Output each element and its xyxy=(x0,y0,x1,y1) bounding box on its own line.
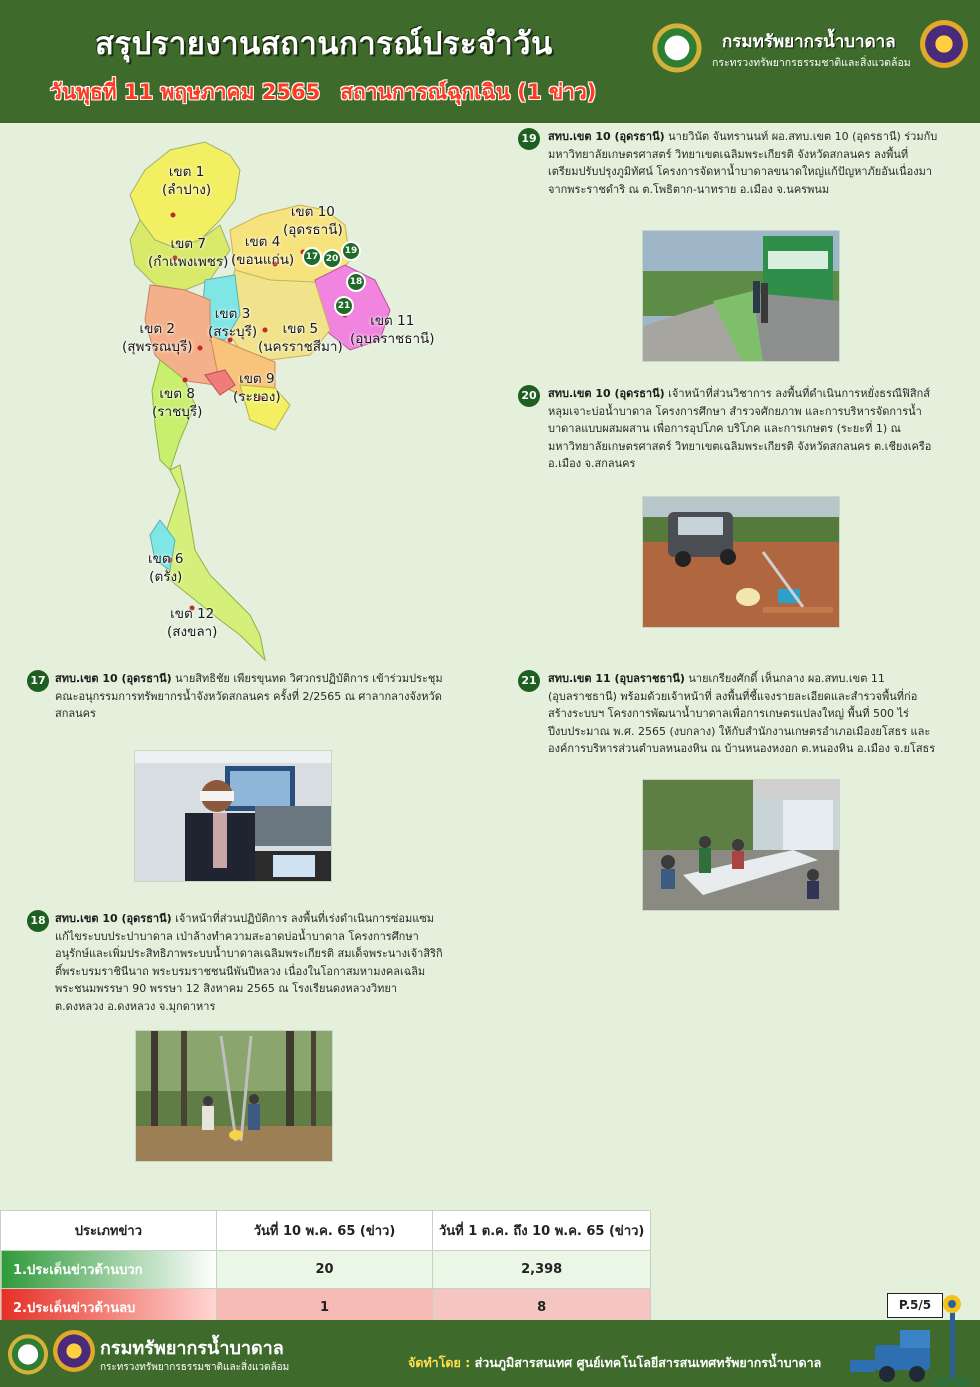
footer-org-name: กรมทรัพยากรน้ำบาดาล xyxy=(100,1338,284,1359)
zone-label-2: เขต 2 (สุพรรณบุรี) xyxy=(122,321,193,356)
zone-label-12: เขต 12 (สงขลา) xyxy=(167,606,218,641)
news-body: นายเกรียงศักดิ์ เห็นกลาง ผอ.สทบ.เขต 11 (อุบลราชธานี) พร้อมด้วยเจ้าหน้าที่ ลงพื้นที่ชี้แจงรายละเอียดและสำรวจพื้นที่ก่อสร้างระบบฯ โครงการพัฒนาน้ำบาดาลเพื่อการเกษตรแปลงใหญ่ พื้นที่ 500 ไร่ ปีงบประมาณ พ.ศ. 2565 (งบกลาง) ให้กับสำนักงานเกษตรอำเภอเมืองยโสธร และองค์การบริหารส่วนตำบลหนองหิน ณ บ้านหนองหงอก ต.หนองหิน อ.เมือง จ.ยโสธร xyxy=(548,672,936,755)
news-body: นายสิทธิชัย เพียรขุนทด วิศวกรปฏิบัติการ เข้าร่วมประชุมคณะอนุกรรมการทรัพยากรน้ำจังหวัดสกลนคร ครั้งที่ 2/2565 ณ ศาลากลางจังหวัดสกลนคร xyxy=(55,672,443,720)
news-head: สทบ.เขต 11 (อุบลราชธานี) xyxy=(548,672,685,685)
header-ministry: กระทรวงทรัพยากรธรรมชาติและสิ่งแวดล้อม xyxy=(712,57,911,69)
stats-negative-day: 1 xyxy=(216,1289,433,1327)
news-head: สทบ.เขต 10 (อุดรธานี) xyxy=(548,130,665,143)
zone-label-6: เขต 6 (ตรัง) xyxy=(148,551,184,586)
news-item-20 xyxy=(548,385,938,473)
zone-label-11: เขต 11 (อุบลราชธานี) xyxy=(350,313,435,348)
news-item-21 xyxy=(548,670,938,758)
map-marker-19: 19 xyxy=(341,241,361,261)
footer-ministry-emblem-icon xyxy=(53,1330,95,1372)
stats-col-type: ประเภทข่าว xyxy=(1,1211,217,1251)
map-marker-20: 20 xyxy=(322,249,342,269)
stats-col-total: วันที่ 1 ต.ค. ถึง 10 พ.ค. 65 (ข่าว) xyxy=(433,1211,651,1251)
report-date: วันพุธที่ 11 พฤษภาคม 2565 xyxy=(50,80,321,104)
stats-positive-day: 20 xyxy=(216,1251,433,1289)
zone-label-3: เขต 3 (สระบุรี) xyxy=(208,306,258,341)
news-photo-21 xyxy=(642,779,840,911)
news-photo-19 xyxy=(642,230,840,362)
footer-credit-text: ส่วนภูมิสารสนเทศ ศูนย์เทคโนโลยีสารสนเทศทรัพยากรน้ำบาดาล xyxy=(474,1355,822,1370)
stats-negative-total: 8 xyxy=(433,1289,651,1327)
zone-label-10: เขต 10 (อุดรธานี) xyxy=(283,204,343,239)
news-stats-table xyxy=(0,1210,651,1327)
news-item-17 xyxy=(55,670,445,723)
page-footer xyxy=(0,1320,980,1387)
zone-label-4: เขต 4 (ขอนแก่น) xyxy=(231,234,295,269)
thailand-zone-map xyxy=(100,130,440,670)
news-photo-20 xyxy=(642,496,840,628)
news-number-18: 18 xyxy=(27,910,49,932)
map-marker-21: 21 xyxy=(334,296,354,316)
news-number-21: 21 xyxy=(518,670,540,692)
footer-dgr-logo-icon xyxy=(8,1328,48,1376)
stats-col-day: วันที่ 10 พ.ค. 65 (ข่าว) xyxy=(216,1211,433,1251)
stats-positive-total: 2,398 xyxy=(433,1251,651,1289)
stats-negative-label: 2.ประเด็นข่าวด้านลบ xyxy=(1,1289,217,1327)
news-number-17: 17 xyxy=(27,670,49,692)
news-number-20: 20 xyxy=(518,385,540,407)
zone-label-5: เขต 5 (นครราชสีมา) xyxy=(258,321,343,356)
map-marker-18: 18 xyxy=(346,272,366,292)
news-photo-17 xyxy=(134,750,332,882)
news-number-19: 19 xyxy=(518,128,540,150)
news-body: เจ้าหน้าที่ส่วนวิชาการ ลงพื้นที่ดำเนินการหยั่งธรณีฟิสิกส์ หลุมเจาะบ่อน้ำบาดาล โครงการศึกษา สำรวจศักยภาพ และการบริหารจัดการน้ำบาดาลแบบผสมผสาน เพื่อการอุปโภค บริโภค และการเกษตร (ระยะที่ 1) ณ มหาวิทยาลัยเกษตรศาสตร์ วิทยาเขตเฉลิมพระเกียรติ จังหวัดสกลนคร ต.เชียงเครือ อ.เมือง จ.สกลนคร xyxy=(548,387,932,470)
news-body: เจ้าหน้าที่ส่วนปฏิบัติการ ลงพื้นที่เร่งดำเนินการซ่อมแซม แก้ไขระบบประปาบาดาล เป่าล้างทำความสะอาดบ่อน้ำบาดาล โครงการศึกษาอนุรักษ์และเพิ่มประสิทธิภาพระบบน้ำบาดาลเฉลิมพระเกียรติ สมเด็จพระนางเจ้าสิริกิติ์พระบรมราชินีนาถ พระบรมราชชนนีพันปีหลวง เนื่องในโอกาสมหามงคลเฉลิมพระชนมพรรษา 90 พรรษา 12 สิงหาคม 2565 ณ โรงเรียนดงหลวงวิทยา ต.ดงหลวง อ.ดงหลวง จ.มุกดาหาร xyxy=(55,912,443,1013)
dgr-logo-icon xyxy=(652,16,702,74)
map-marker-17: 17 xyxy=(302,247,322,267)
stats-positive-label: 1.ประเด็นข่าวด้านบวก xyxy=(1,1251,217,1289)
news-head: สทบ.เขต 10 (อุดรธานี) xyxy=(55,912,172,925)
zone-label-7: เขต 7 (กำแพงเพชร) xyxy=(148,236,229,271)
news-body: นายวินัต จันทรานนท์ ผอ.สทบ.เขต 10 (อุดรธานี) ร่วมกับมหาวิทยาลัยเกษตรศาสตร์ วิทยาเขตเฉลิมพระเกียรติ จังหวัดสกลนคร ลงพื้นที่เตรียมปรับปรุงภูมิทัศน์ โครงการจัดหาน้ำบาดาลขนาดใหญ่แก้ปัญหาภัยอันเนื่องมาจากพระราชดำริ ณ ต.โพธิตาก-นาทราย อ.เมือง จ.นครพนม xyxy=(548,130,938,196)
header-org-name: กรมทรัพยากรน้ำบาดาล xyxy=(722,32,896,52)
page-header xyxy=(0,0,980,123)
zone-label-9: เขต 9 (ระยอง) xyxy=(233,371,281,406)
zone-label-8: เขต 8 (ราชบุรี) xyxy=(152,386,203,421)
report-subtitle xyxy=(50,76,596,109)
footer-ministry: กระทรวงทรัพยากรธรรมชาติและสิ่งแวดล้อม xyxy=(100,1362,290,1373)
drilling-rig-icon xyxy=(845,1290,975,1387)
news-item-18 xyxy=(55,910,445,1015)
emergency-situation: สถานการณ์ฉุกเฉิน (1 ข่าว) xyxy=(340,80,597,104)
zone-label-1: เขต 1 (ลำปาง) xyxy=(162,164,212,199)
news-head: สทบ.เขต 10 (อุดรธานี) xyxy=(55,672,172,685)
stats-header-row xyxy=(1,1211,651,1251)
page-title: สรุปรายงานสถานการณ์ประจำวัน xyxy=(95,26,553,62)
stats-row-positive xyxy=(1,1251,651,1289)
footer-credit xyxy=(408,1353,821,1373)
footer-credit-label: จัดทำโดย : xyxy=(408,1355,471,1370)
page-number: P.5/5 xyxy=(887,1293,943,1318)
news-item-19 xyxy=(548,128,938,198)
news-head: สทบ.เขต 10 (อุดรธานี) xyxy=(548,387,665,400)
ministry-emblem-icon xyxy=(920,20,968,68)
news-photo-18 xyxy=(135,1030,333,1162)
